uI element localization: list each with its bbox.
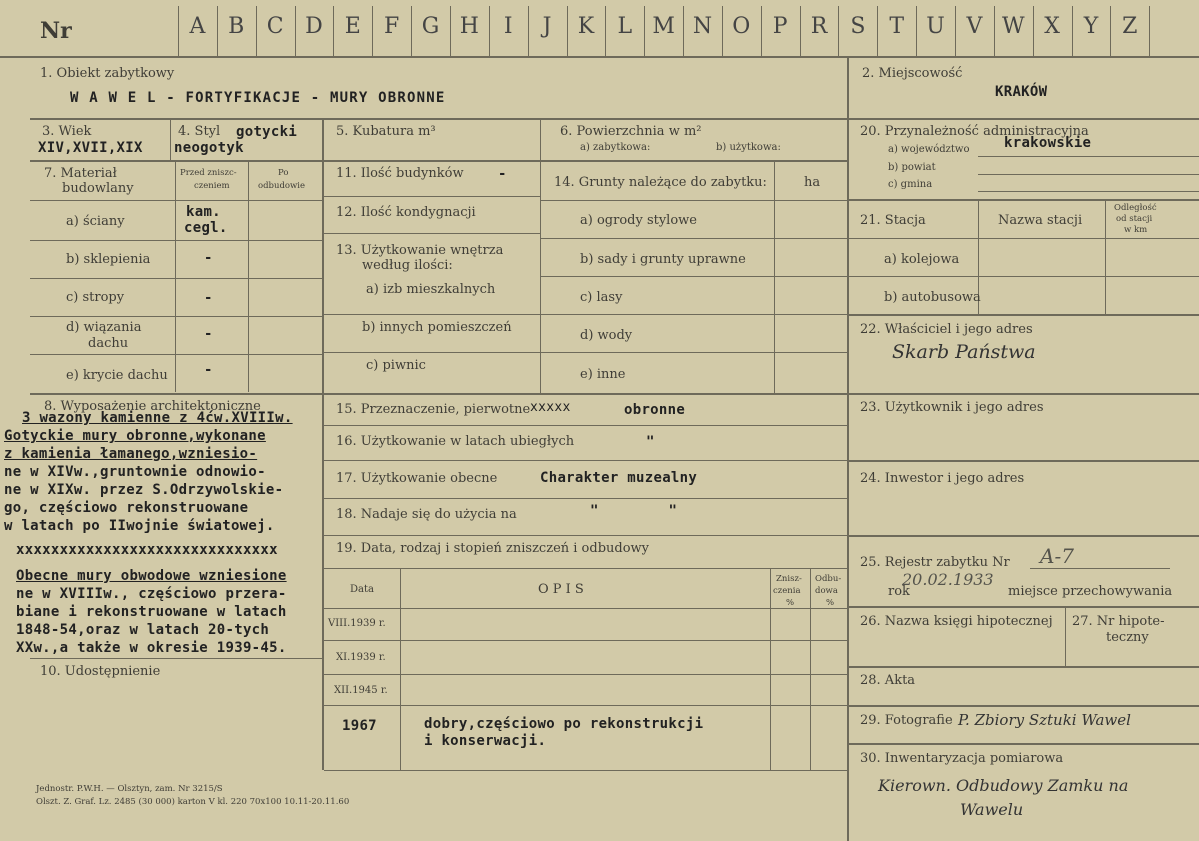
f11-value: - bbox=[498, 166, 507, 182]
footer-line2: Olszt. Z. Graf. Lz. 2485 (30 000) karton V kl. 220 70x100 10.11-20.11.60 bbox=[36, 797, 350, 807]
f15-strike: xxxxx bbox=[530, 400, 571, 415]
index-letter-t: T bbox=[889, 14, 905, 39]
f7-row-e-v1: - bbox=[204, 362, 213, 378]
f27-label2: teczny bbox=[1106, 630, 1149, 645]
f7-row-c-v1: - bbox=[204, 290, 213, 306]
index-letter-k: K bbox=[577, 14, 595, 39]
f25-rok: rok bbox=[888, 584, 910, 599]
f6-a: a) zabytkowa: bbox=[580, 142, 651, 153]
f14-d: d) wody bbox=[580, 328, 633, 343]
f2-label: 2. Miejscowość bbox=[862, 66, 963, 81]
footer-line1: Jednostr. P.W.H. — Olsztyn, zam. Nr 3215/S bbox=[36, 784, 223, 794]
f20-c: c) gmina bbox=[888, 179, 933, 190]
index-letter-h: H bbox=[459, 14, 479, 39]
f15-value: obronne bbox=[624, 402, 686, 418]
f19-label: 19. Data, rodzaj i stopień zniszczeń i odbudowy bbox=[336, 541, 650, 556]
f4-value1: gotycki bbox=[236, 124, 298, 140]
f19-col-o2: dowa bbox=[815, 586, 838, 596]
f21-dist3: w km bbox=[1124, 225, 1148, 235]
index-letter-o: O bbox=[732, 14, 751, 39]
index-letter-a: A bbox=[189, 14, 206, 39]
f23-label: 23. Użytkownik i jego adres bbox=[860, 400, 1044, 415]
f19-col-o1: Odbu- bbox=[815, 574, 842, 584]
f12-label: 12. Ilość kondygnacji bbox=[336, 205, 476, 220]
f14-b: b) sady i grunty uprawne bbox=[580, 252, 746, 267]
f8-line: biane i rekonstruowane w latach bbox=[16, 604, 287, 620]
f21-dist1: Odległość bbox=[1114, 203, 1157, 213]
f7-col2b: odbudowie bbox=[258, 181, 306, 191]
f4-label: 4. Styl bbox=[178, 124, 221, 139]
f27-label1: 27. Nr hipote- bbox=[1072, 614, 1165, 629]
index-letter-v: V bbox=[966, 14, 983, 39]
f8-line: Gotyckie mury obronne,wykonane bbox=[4, 428, 266, 444]
f19-date-2: XI.1939 r. bbox=[336, 652, 386, 663]
f30-value1: Kierown. Odbudowy Zamku na bbox=[878, 776, 1129, 795]
f30-value2: Wawelu bbox=[960, 800, 1024, 819]
f16-value: " bbox=[646, 434, 655, 450]
f8-line: XXw.,a także w okresie 1939-45. bbox=[16, 640, 287, 656]
f10-label: 10. Udostępnienie bbox=[40, 664, 161, 679]
f26-label: 26. Nazwa księgi hipotecznej bbox=[860, 614, 1053, 629]
f30-label: 30. Inwentaryzacja pomiarowa bbox=[860, 751, 1064, 766]
f14-label: 14. Grunty należące do zabytku: bbox=[554, 175, 767, 190]
f8-line: ne w XVIIIw., częściowo przera- bbox=[16, 586, 287, 602]
f7-row-a-label: a) ściany bbox=[66, 214, 125, 229]
f17-value: Charakter muzealny bbox=[540, 470, 698, 486]
f21-a: a) kolejowa bbox=[884, 252, 960, 267]
index-letter-l: L bbox=[617, 14, 633, 39]
index-letter-s: S bbox=[850, 14, 866, 39]
index-letter-u: U bbox=[926, 14, 945, 39]
index-letter-j: J bbox=[542, 14, 552, 39]
f16-label: 16. Użytkowanie w latach ubiegłych bbox=[336, 434, 575, 449]
f7-row-a-v2: cegl. bbox=[184, 220, 228, 236]
f21-label: 21. Stacja bbox=[860, 213, 926, 228]
f8-line: Obecne mury obwodowe wzniesione bbox=[16, 568, 287, 584]
f19-col-data: Data bbox=[350, 584, 374, 595]
nr-label: Nr bbox=[40, 18, 72, 44]
f2-value: KRAKÓW bbox=[995, 84, 1048, 100]
f25-label: 25. Rejestr zabytku Nr bbox=[860, 555, 1010, 570]
f19-col-z3: % bbox=[786, 598, 795, 608]
f1-label: 1. Obiekt zabytkowy bbox=[40, 66, 175, 81]
f13-label1: 13. Użytkowanie wnętrza bbox=[336, 243, 504, 258]
f24-label: 24. Inwestor i jego adres bbox=[860, 471, 1025, 486]
f7-row-a-v1: kam. bbox=[186, 204, 221, 220]
f11-label: 11. Ilość budynków bbox=[336, 166, 464, 181]
f7-label1: 7. Materiał bbox=[44, 166, 117, 181]
f7-row-d-label2: dachu bbox=[88, 336, 129, 351]
f20-b: b) powiat bbox=[888, 162, 936, 173]
f15-label: 15. Przeznaczenie, pierwotne bbox=[336, 402, 531, 417]
f13-b: b) innych pomieszczeń bbox=[362, 320, 512, 335]
f7-col1a: Przed zniszc- bbox=[180, 168, 237, 178]
f19-date-3: XII.1945 r. bbox=[334, 685, 388, 696]
index-letter-m: M bbox=[652, 14, 675, 39]
f20-label: 20. Przynależność administracyjna bbox=[860, 124, 1089, 139]
f1-value: W A W E L - FORTYFIKACJE - MURY OBRONNE bbox=[70, 90, 446, 106]
index-letter-c: C bbox=[266, 14, 284, 39]
f8-line: ne w XIVw.,gruntownie odnowio- bbox=[4, 464, 266, 480]
f13-c: c) piwnic bbox=[366, 358, 426, 373]
f14-c: c) lasy bbox=[580, 290, 623, 305]
f25-miejsce: miejsce przechowywania bbox=[1008, 584, 1173, 599]
f7-col2a: Po bbox=[278, 168, 289, 178]
f6-label: 6. Powierzchnia w m² bbox=[560, 124, 702, 139]
f19-year: 1967 bbox=[342, 718, 377, 734]
f19-col-z2: czenia bbox=[773, 586, 801, 596]
index-letter-y: Y bbox=[1083, 14, 1099, 39]
f8-line: ne w XIXw. przez S.Odrzywolskie- bbox=[4, 482, 284, 498]
f8-line: go, częściowo rekonstruowane bbox=[4, 500, 249, 516]
f13-a: a) izb mieszkalnych bbox=[366, 282, 496, 297]
index-letter-r: R bbox=[810, 14, 828, 39]
index-letter-x: X bbox=[1044, 14, 1060, 39]
f7-label2: budowlany bbox=[62, 181, 134, 196]
f29-value: P. Zbiory Sztuki Wawel bbox=[958, 711, 1131, 729]
f8-line: 3 wazony kamienne z 4ćw.XVIIIw. bbox=[22, 410, 293, 426]
index-letter-b: B bbox=[228, 14, 245, 39]
f18-value: " " bbox=[590, 503, 678, 519]
f8-line: 1848-54,oraz w latach 20-tych bbox=[16, 622, 270, 638]
f19-date-1: VIII.1939 r. bbox=[328, 618, 386, 629]
index-letter-n: N bbox=[692, 14, 713, 39]
f13-label2: według ilości: bbox=[362, 258, 453, 273]
f20-a: a) województwo bbox=[888, 144, 970, 155]
f8-line: xxxxxxxxxxxxxxxxxxxxxxxxxxxxxx bbox=[16, 542, 278, 558]
f14-unit: ha bbox=[804, 175, 821, 190]
f25-nr: A-7 bbox=[1040, 544, 1074, 568]
f7-row-d-label1: d) wiązania bbox=[66, 320, 142, 335]
index-letter-e: E bbox=[344, 14, 361, 39]
f4-value2: neogotyk bbox=[174, 140, 244, 156]
f7-row-b-v1: - bbox=[204, 250, 213, 266]
index-letter-z: Z bbox=[1122, 14, 1138, 39]
f21-dist2: od stacji bbox=[1116, 214, 1153, 224]
f22-label: 22. Właściciel i jego adres bbox=[860, 322, 1033, 337]
f7-row-b-label: b) sklepienia bbox=[66, 252, 151, 267]
f14-a: a) ogrody stylowe bbox=[580, 213, 697, 228]
f28-label: 28. Akta bbox=[860, 673, 916, 688]
f7-col1b: czeniem bbox=[194, 181, 230, 191]
f14-e: e) inne bbox=[580, 367, 626, 382]
f22-value: Skarb Państwa bbox=[892, 341, 1036, 363]
f25-date: 20.02.1933 bbox=[902, 570, 994, 589]
f17-label: 17. Użytkowanie obecne bbox=[336, 471, 498, 486]
f7-row-d-v1: - bbox=[204, 326, 213, 342]
f5-label: 5. Kubatura m³ bbox=[336, 124, 436, 139]
f3-label: 3. Wiek bbox=[42, 124, 92, 139]
f6-b: b) użytkowa: bbox=[716, 142, 781, 153]
f18-label: 18. Nadaje się do użycia na bbox=[336, 507, 517, 522]
index-letter-w: W bbox=[1001, 14, 1025, 39]
f19-desc1: dobry,częściowo po rekonstrukcji bbox=[424, 716, 704, 732]
f19-col-o3: % bbox=[826, 598, 835, 608]
index-letter-g: G bbox=[421, 14, 440, 39]
index-letter-f: F bbox=[384, 14, 400, 39]
f7-row-e-label: e) krycie dachu bbox=[66, 368, 168, 383]
index-letter-p: P bbox=[772, 14, 788, 39]
f20-a-value: krakowskie bbox=[1004, 135, 1092, 151]
f21-col: Nazwa stacji bbox=[998, 213, 1083, 228]
f8-line: z kamienia łamanego,wzniesio- bbox=[4, 446, 258, 462]
f21-b: b) autobusowa bbox=[884, 290, 981, 305]
index-letter-i: I bbox=[503, 14, 513, 39]
f29-label: 29. Fotografie bbox=[860, 713, 953, 728]
f3-value: XIV,XVII,XIX bbox=[38, 140, 143, 156]
f8-label: 8. Wyposażenie architektoniczne bbox=[44, 399, 261, 414]
f7-row-c-label: c) stropy bbox=[66, 290, 125, 305]
f19-desc2: i konserwacji. bbox=[424, 733, 547, 749]
index-letter-d: D bbox=[305, 14, 323, 39]
f19-col-z1: Znisz- bbox=[776, 574, 802, 584]
f19-col-opis: O P I S bbox=[538, 582, 584, 597]
f8-line: w latach po IIwojnie światowej. bbox=[4, 518, 275, 534]
